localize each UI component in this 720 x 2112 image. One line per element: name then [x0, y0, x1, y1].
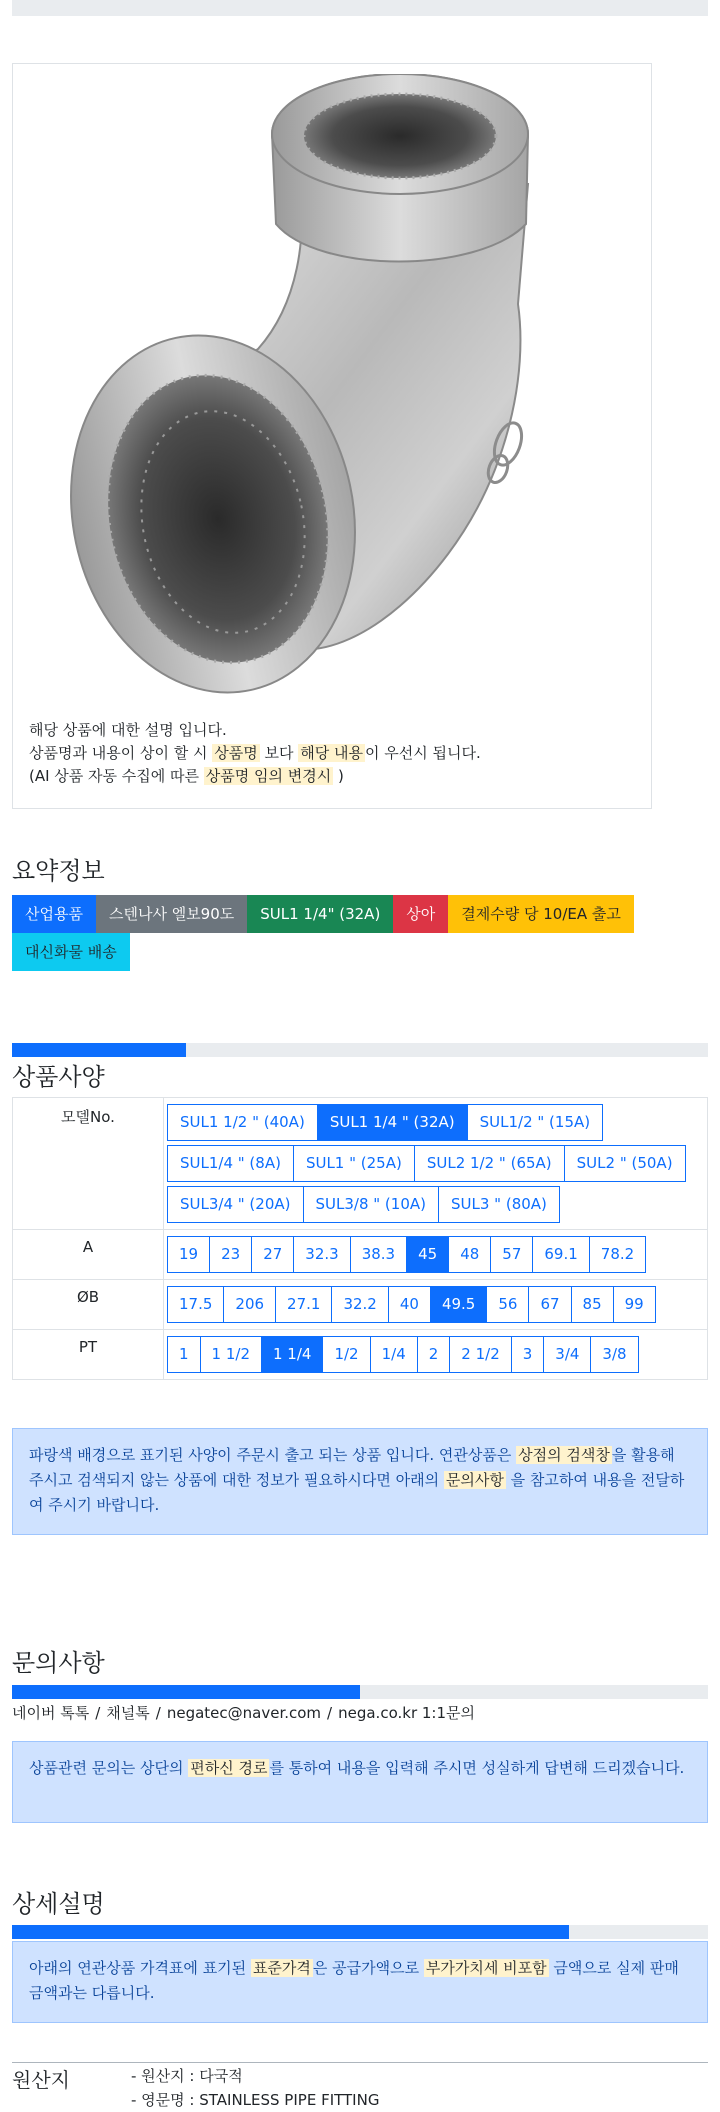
highlight-text: 상점의 검색창	[518, 1446, 610, 1464]
spec-notice	[12, 1428, 708, 1535]
option-group	[167, 1234, 707, 1275]
badge-brand: 상아	[393, 895, 448, 933]
notice-text: )	[333, 767, 344, 785]
spec-label: A	[13, 1230, 164, 1280]
highlight-text: 해당 내용	[300, 744, 363, 762]
spec-option-button[interactable]: 56	[486, 1286, 529, 1323]
spec-option-button[interactable]: 1/2	[322, 1336, 370, 1373]
spec-option-button[interactable]: SUL1 1/4 " (32A)	[317, 1104, 468, 1141]
spec-option-button[interactable]: SUL3/8 " (10A)	[303, 1186, 440, 1223]
notice-line	[29, 742, 481, 765]
spec-option-button[interactable]: 1 1/2	[200, 1336, 262, 1373]
channel-website-inquiry[interactable]: nega.co.kr 1:1문의	[338, 1704, 475, 1722]
spec-option-button[interactable]: 32.2	[331, 1286, 388, 1323]
spec-option-button[interactable]: 85	[571, 1286, 614, 1323]
spec-option-button[interactable]: 1 1/4	[261, 1336, 323, 1373]
notice-text: 해당 상품에 대한 설명 입니다.	[29, 721, 227, 739]
separator: /	[155, 1704, 161, 1722]
badge-quantity: 결제수량 당 10/EA 출고	[448, 895, 634, 933]
spec-option-button[interactable]: 3/8	[590, 1336, 638, 1373]
spec-option-button[interactable]: SUL1/4 " (8A)	[167, 1145, 294, 1182]
spec-option-button[interactable]: 17.5	[167, 1286, 224, 1323]
notice-text: 이 우선시 됩니다.	[364, 744, 481, 762]
highlight-text: 표준가격	[252, 1959, 311, 1977]
notice-text: 을 활용해 주시고 검색되지 않는 상품에 대한 정보가 필요하시다면 아래의	[29, 1446, 675, 1489]
spec-option-button[interactable]: 206	[223, 1286, 276, 1323]
contact-channels	[12, 1702, 475, 1723]
spec-option-button[interactable]: SUL2 1/2 " (65A)	[414, 1145, 565, 1182]
origin-item: - 원산지 : 다국적	[131, 2067, 243, 2085]
product-notice	[29, 719, 481, 788]
spec-option-button[interactable]: 99	[613, 1286, 656, 1323]
spec-table	[12, 1097, 708, 1380]
spec-option-button[interactable]: 67	[528, 1286, 571, 1323]
spec-title: 상품사양	[12, 1063, 105, 1091]
notice-text: (AI 상품 자동 수집에 따른	[29, 767, 204, 785]
badge-model: SUL1 1/4" (32A)	[247, 895, 393, 933]
channel-naver-talk[interactable]: 네이버 톡톡	[12, 1704, 90, 1722]
badge-category: 산업용품	[12, 895, 96, 933]
notice-text: 상품명과 내용이 상이 할 시	[29, 744, 213, 762]
spec-option-button[interactable]: 1/4	[370, 1336, 418, 1373]
spec-options	[164, 1230, 708, 1280]
channel-chat[interactable]: 채널톡	[106, 1704, 150, 1722]
inquiry-progress-fill	[12, 1685, 360, 1699]
spec-option-button[interactable]: 27	[251, 1236, 294, 1273]
detail-notice	[12, 1941, 708, 2023]
option-group	[167, 1102, 707, 1225]
spec-label: PT	[13, 1330, 164, 1380]
origin-list	[131, 2064, 379, 2112]
detail-title: 상세설명	[12, 1890, 105, 1918]
notice-text: 은 공급가액으로	[312, 1959, 424, 1977]
detail-progress-bar	[12, 1925, 708, 1939]
spec-option-button[interactable]: 48	[448, 1236, 491, 1273]
spec-options	[164, 1280, 708, 1330]
notice-text: 상품관련 문의는 상단의	[29, 1759, 189, 1777]
inquiry-notice	[12, 1741, 708, 1823]
spec-option-button[interactable]: 3	[511, 1336, 545, 1373]
spec-option-button[interactable]: SUL1 " (25A)	[293, 1145, 415, 1182]
spec-options	[164, 1330, 708, 1380]
spec-option-button[interactable]: 1	[167, 1336, 201, 1373]
spec-row-pt	[13, 1330, 708, 1380]
spec-options	[164, 1098, 708, 1230]
spec-option-button[interactable]: SUL3 " (80A)	[438, 1186, 560, 1223]
highlight-text: 편하신 경로	[190, 1759, 268, 1777]
notice-text: 를 통하여 내용을 입력해 주시면 성실하게 답변해 드리겠습니다.	[269, 1759, 685, 1777]
spec-option-button[interactable]: 27.1	[275, 1286, 332, 1323]
spec-option-button[interactable]: 32.3	[293, 1236, 350, 1273]
notice-text: 파랑색 배경으로 표기된 사양이 주문시 출고 되는 상품 입니다. 연관상품은	[29, 1446, 517, 1464]
spec-option-button[interactable]: 2 1/2	[449, 1336, 511, 1373]
spec-option-button[interactable]: 3/4	[543, 1336, 591, 1373]
spec-label: ØB	[13, 1280, 164, 1330]
spec-progress-fill	[12, 1043, 186, 1057]
badge-product-type: 스텐나사 엘보90도	[96, 895, 247, 933]
spec-row-diameter-b	[13, 1280, 708, 1330]
spec-progress-bar	[12, 1043, 708, 1057]
option-group	[167, 1334, 707, 1375]
product-card	[12, 63, 652, 809]
summary-badges	[12, 895, 708, 971]
separator: /	[95, 1704, 101, 1722]
origin-title: 원산지	[12, 2068, 70, 2092]
highlight-text: 문의사항	[445, 1471, 504, 1489]
origin-divider	[12, 2062, 708, 2063]
spec-option-button[interactable]: 19	[167, 1236, 210, 1273]
spec-option-button[interactable]: 57	[490, 1236, 533, 1273]
highlight-text: 부가가치세 비포함	[425, 1959, 547, 1977]
highlight-text: 상품명 임의 변경시	[205, 767, 332, 785]
spec-option-button[interactable]: 69.1	[532, 1236, 589, 1273]
spec-option-button[interactable]: SUL2 " (50A)	[564, 1145, 686, 1182]
separator: /	[327, 1704, 333, 1722]
spec-option-button[interactable]: SUL1 1/2 " (40A)	[167, 1104, 318, 1141]
spec-row-a	[13, 1230, 708, 1280]
detail-progress-fill	[12, 1925, 569, 1939]
notice-text: 을 참고하여 내용을 전달하여 주시기 바랍니다.	[29, 1471, 685, 1514]
spec-option-button[interactable]: 2	[417, 1336, 451, 1373]
origin-item: - 영문명 : STAINLESS PIPE FITTING	[131, 2091, 380, 2109]
product-image	[58, 74, 613, 702]
spec-option-button[interactable]: SUL3/4 " (20A)	[167, 1186, 304, 1223]
highlight-text: 상품명	[214, 744, 258, 762]
notice-text: 금액으로 실제 판매금액과는 다릅니다.	[29, 1959, 679, 2002]
spec-option-button[interactable]: 38.3	[350, 1236, 407, 1273]
badge-shipping: 대신화물 배송	[12, 933, 130, 971]
notice-line	[29, 719, 481, 742]
spec-option-button[interactable]: SUL1/2 " (15A)	[467, 1104, 604, 1141]
notice-text: 보다	[259, 744, 299, 762]
inquiry-progress-bar	[12, 1685, 708, 1699]
option-group	[167, 1284, 707, 1325]
inquiry-title: 문의사항	[12, 1649, 105, 1677]
spec-option-button[interactable]: 45	[406, 1236, 449, 1273]
channel-email[interactable]: negatec@naver.com	[166, 1704, 322, 1722]
top-progress-bar	[12, 0, 708, 16]
spec-row-model	[13, 1098, 708, 1230]
spec-option-button[interactable]: 49.5	[430, 1286, 487, 1323]
notice-line	[29, 765, 481, 788]
summary-title: 요약정보	[12, 857, 105, 885]
spec-option-button[interactable]: 40	[388, 1286, 431, 1323]
spec-label: 모델No.	[13, 1098, 164, 1230]
notice-text: 아래의 연관상품 가격표에 표기된	[29, 1959, 251, 1977]
spec-option-button[interactable]: 78.2	[589, 1236, 646, 1273]
spec-option-button[interactable]: 23	[209, 1236, 252, 1273]
